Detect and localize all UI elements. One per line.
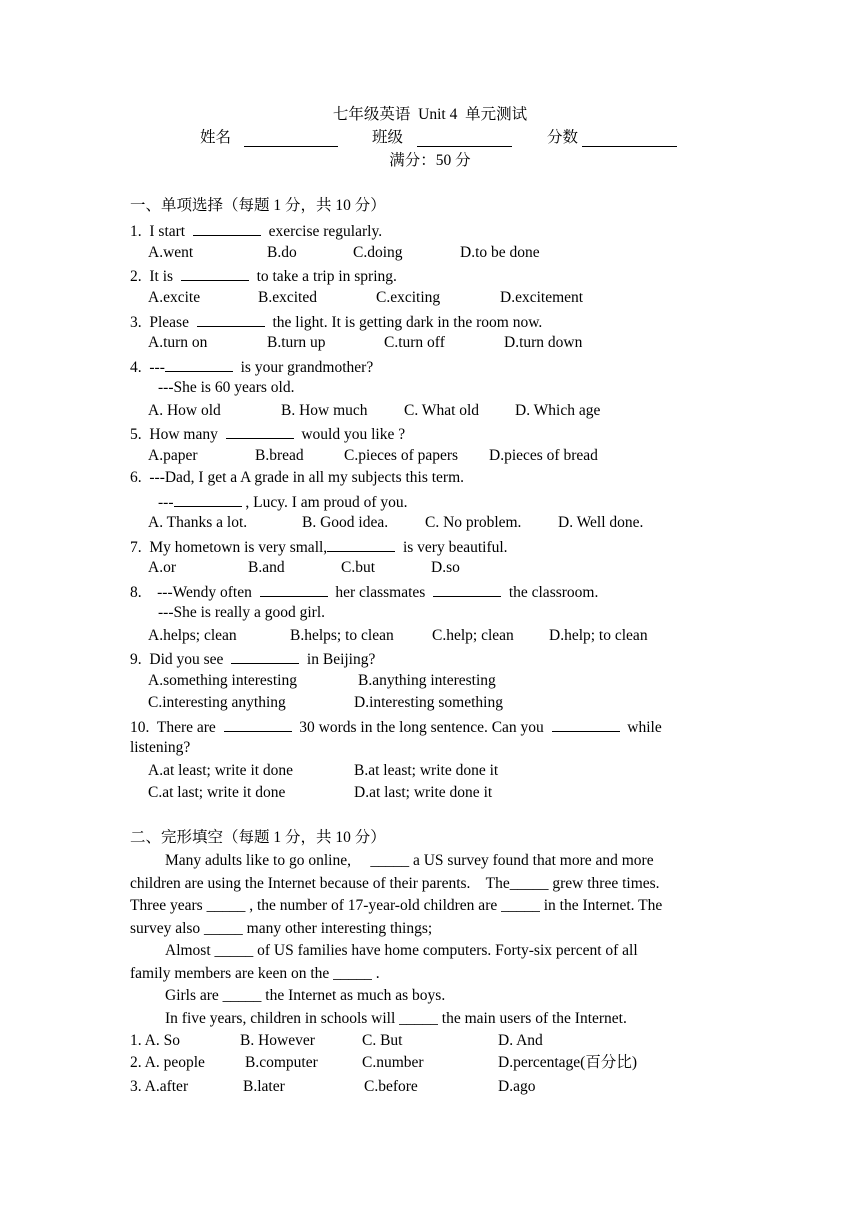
option-d: D.pieces of bread bbox=[489, 447, 598, 464]
passage-line: Girls are _____ the Internet as much as boys. bbox=[165, 987, 446, 1004]
option-c: C.exciting bbox=[376, 289, 441, 306]
option-b: B. How much bbox=[281, 402, 368, 419]
option-a: A.excite bbox=[148, 289, 201, 306]
option-d: D.turn down bbox=[504, 334, 583, 351]
name-label: 姓名 bbox=[200, 129, 232, 146]
score-field[interactable] bbox=[582, 131, 677, 147]
answer-blank[interactable] bbox=[224, 716, 292, 732]
section2-heading: 二、完形填空（每题 1 分，共 10 分） bbox=[130, 829, 386, 846]
option-c: C.before bbox=[364, 1078, 418, 1095]
option-a: A.turn on bbox=[148, 334, 208, 351]
option-a: A. How old bbox=[148, 402, 221, 419]
answer-blank[interactable] bbox=[231, 648, 299, 664]
option-c: C.doing bbox=[353, 244, 403, 261]
answer-blank[interactable] bbox=[260, 581, 328, 597]
option-b: B. Good idea. bbox=[302, 514, 389, 531]
answer-blank[interactable] bbox=[433, 581, 501, 597]
passage-line: In five years, children in schools will _____ the main users of the Internet. bbox=[165, 1010, 627, 1027]
question-5: 5. How many would you like ? bbox=[130, 423, 405, 445]
option-d: D.excitement bbox=[500, 289, 584, 306]
question-4-reply: ---She is 60 years old. bbox=[158, 379, 295, 396]
option-d: D.help; to clean bbox=[549, 627, 648, 644]
question-10-cont: listening? bbox=[130, 739, 191, 756]
full-marks: 满分：50 分 bbox=[389, 152, 471, 169]
class-label: 班级 bbox=[372, 129, 404, 146]
option-a: A.or bbox=[148, 559, 176, 576]
option-d: D.so bbox=[431, 559, 460, 576]
option-d: D. Which age bbox=[515, 402, 601, 419]
option-a: A.helps; clean bbox=[148, 627, 237, 644]
answer-blank[interactable] bbox=[165, 356, 233, 372]
answer-blank[interactable] bbox=[174, 491, 242, 507]
answer-blank[interactable] bbox=[552, 716, 620, 732]
option-b: B.helps; to clean bbox=[290, 627, 394, 644]
option-a: A.at least; write it done bbox=[148, 762, 294, 779]
option-c: C.at last; write it done bbox=[148, 784, 286, 801]
option-d: D. And bbox=[498, 1032, 543, 1049]
page-title: 七年级英语 Unit 4 单元测试 bbox=[332, 106, 528, 123]
question-9: 9. Did you see in Beijing? bbox=[130, 648, 375, 670]
question-10: 10. There are 30 words in the long sentence. Can you while bbox=[130, 716, 662, 738]
passage-line: children are using the Internet because of their parents. The_____ grew three times. bbox=[130, 875, 660, 892]
name-field[interactable] bbox=[244, 131, 338, 147]
option-a: 1. A. So bbox=[130, 1032, 180, 1049]
passage-line: Three years _____ , the number of 17-year-old children are _____ in the Internet. The bbox=[130, 897, 663, 914]
passage-line: survey also _____ many other interesting things; bbox=[130, 920, 433, 937]
option-d: D.interesting something bbox=[354, 694, 503, 711]
class-field[interactable] bbox=[417, 131, 512, 147]
option-c: C. No problem. bbox=[425, 514, 522, 531]
option-d: D.at last; write done it bbox=[354, 784, 493, 801]
answer-blank[interactable] bbox=[226, 423, 294, 439]
passage-line: family members are keen on the _____ . bbox=[130, 965, 380, 982]
question-2: 2. It is to take a trip in spring. bbox=[130, 265, 397, 287]
option-b: B. However bbox=[240, 1032, 315, 1049]
score-label: 分数 bbox=[547, 129, 579, 146]
option-c: C. What old bbox=[404, 402, 480, 419]
question-6: 6. ---Dad, I get a A grade in all my subjects this term. bbox=[130, 469, 465, 486]
option-c: C. But bbox=[362, 1032, 403, 1049]
passage-line: Many adults like to go online, _____ a US survey found that more and more bbox=[165, 852, 654, 869]
section1-heading: 一、单项选择（每题 1 分，共 10 分） bbox=[130, 197, 386, 214]
answer-blank[interactable] bbox=[327, 536, 395, 552]
question-7: 7. My hometown is very small, is very beautiful. bbox=[130, 536, 508, 558]
question-8: 8. ---Wendy often her classmates the classroom. bbox=[130, 581, 598, 603]
question-8-reply: ---She is really a good girl. bbox=[158, 604, 326, 621]
option-c: C.but bbox=[341, 559, 376, 576]
option-d: D.to be done bbox=[460, 244, 540, 261]
option-a: A. Thanks a lot. bbox=[148, 514, 248, 531]
option-b: B.anything interesting bbox=[358, 672, 496, 689]
option-c: C.help; clean bbox=[432, 627, 514, 644]
option-c: C.number bbox=[362, 1054, 424, 1071]
option-b: B.do bbox=[267, 244, 297, 261]
option-b: B.later bbox=[243, 1078, 285, 1095]
option-b: B.and bbox=[248, 559, 285, 576]
option-d: D.percentage(百分比) bbox=[498, 1054, 638, 1071]
option-a: 2. A. people bbox=[130, 1054, 205, 1071]
question-3: 3. Please the light. It is getting dark in the room now. bbox=[130, 311, 542, 333]
option-c: C.turn off bbox=[384, 334, 445, 351]
question-6-reply: --- , Lucy. I am proud of you. bbox=[158, 491, 408, 513]
option-b: B.excited bbox=[258, 289, 317, 306]
option-d: D. Well done. bbox=[558, 514, 644, 531]
answer-blank[interactable] bbox=[197, 311, 265, 327]
option-b: B.computer bbox=[245, 1054, 318, 1071]
option-b: B.at least; write done it bbox=[354, 762, 499, 779]
question-1: 1. I start exercise regularly. bbox=[130, 220, 382, 242]
question-4: 4. --- is your grandmother? bbox=[130, 356, 373, 378]
option-b: B.bread bbox=[255, 447, 304, 464]
answer-blank[interactable] bbox=[193, 220, 261, 236]
answer-blank[interactable] bbox=[181, 265, 249, 281]
option-a: A.something interesting bbox=[148, 672, 297, 689]
option-b: B.turn up bbox=[267, 334, 326, 351]
option-a: A.went bbox=[148, 244, 194, 261]
option-c: C.pieces of papers bbox=[344, 447, 459, 464]
option-a: 3. A.after bbox=[130, 1078, 189, 1095]
option-a: A.paper bbox=[148, 447, 198, 464]
passage-line: Almost _____ of US families have home computers. Forty-six percent of all bbox=[165, 942, 638, 959]
option-c: C.interesting anything bbox=[148, 694, 286, 711]
option-d: D.ago bbox=[498, 1078, 536, 1095]
